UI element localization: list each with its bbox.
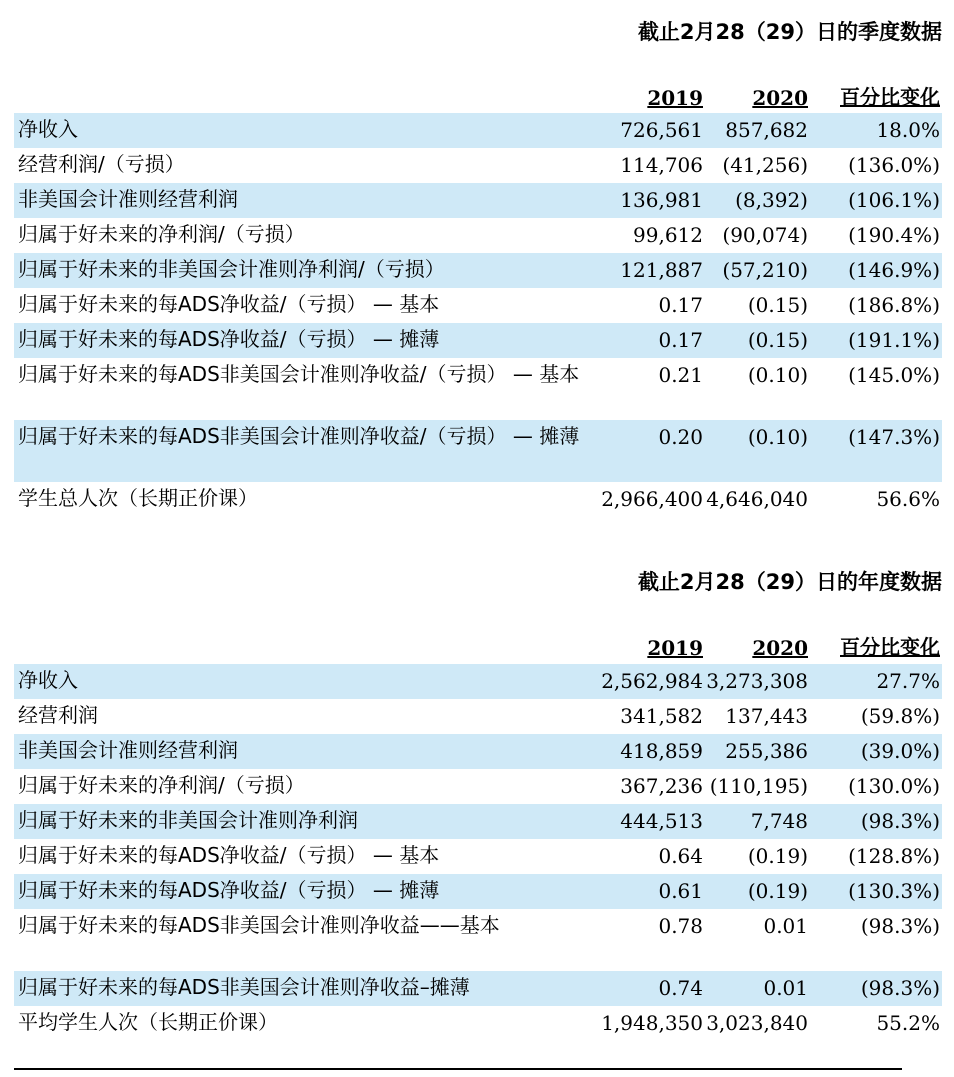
value-change: (130.3%) — [848, 879, 940, 903]
value-change: (59.8%) — [860, 704, 940, 728]
row-label: 归属于好未来的每ADS非美国会计准则净收益–摊薄 — [18, 975, 470, 999]
value-change: (106.1%) — [848, 188, 940, 212]
row-label: 净收入 — [18, 117, 78, 141]
value-change: (147.3%) — [848, 425, 940, 449]
value-change: 27.7% — [876, 669, 940, 693]
value-change: (136.0%) — [848, 153, 940, 177]
value-2020: 0.01 — [763, 914, 808, 938]
table-row — [14, 113, 942, 148]
row-label: 归属于好未来的非美国会计准则净利润 — [18, 808, 358, 832]
column-header-2019: 2019 — [647, 636, 703, 660]
value-2019: 367,236 — [620, 774, 703, 798]
row-label: 归属于好未来的每ADS净收益/（亏损） — 摊薄 — [18, 878, 440, 902]
table-row — [14, 874, 942, 909]
value-2019: 0.78 — [658, 914, 703, 938]
value-2019: 0.21 — [658, 363, 703, 387]
table-row — [14, 482, 942, 517]
row-label: 归属于好未来的每ADS净收益/（亏损） — 基本 — [18, 843, 440, 867]
quarterly-table — [14, 113, 942, 517]
row-label: 归属于好未来的净利润/（亏损） — [18, 222, 305, 246]
value-2019: 726,561 — [620, 118, 703, 142]
value-change: 56.6% — [876, 487, 940, 511]
annual-section — [14, 552, 942, 1057]
value-2020: (0.10) — [747, 363, 808, 387]
value-2020: 4,646,040 — [706, 487, 808, 511]
value-change: (98.3%) — [860, 976, 940, 1000]
value-2019: 2,562,984 — [601, 669, 703, 693]
value-2019: 99,612 — [633, 223, 703, 247]
row-label: 归属于好未来的每ADS净收益/（亏损） — 摊薄 — [18, 327, 440, 351]
value-2020: 3,023,840 — [706, 1011, 808, 1035]
annual-table — [14, 664, 942, 1041]
column-header-2020: 2020 — [752, 636, 808, 660]
column-header-change: 百分比变化 — [840, 85, 940, 109]
section-title: 截止2月28（29）日的年度数据 — [637, 570, 942, 594]
value-2020: 857,682 — [725, 118, 808, 142]
value-change: (39.0%) — [860, 739, 940, 763]
value-2019: 121,887 — [620, 258, 703, 282]
table-row — [14, 971, 942, 1006]
value-change: (190.4%) — [848, 223, 940, 247]
value-2020: 7,748 — [750, 809, 808, 833]
value-2019: 341,582 — [620, 704, 703, 728]
value-2020: (0.15) — [747, 293, 808, 317]
table-row — [14, 323, 942, 358]
row-label: 平均学生人次（长期正价课） — [18, 1010, 278, 1034]
table-row — [14, 358, 942, 420]
value-2019: 136,981 — [620, 188, 703, 212]
value-2020: (0.19) — [747, 879, 808, 903]
table-row — [14, 1006, 942, 1041]
value-2019: 0.74 — [658, 976, 703, 1000]
row-label: 经营利润 — [18, 703, 98, 727]
row-label: 归属于好未来的每ADS净收益/（亏损） — 基本 — [18, 292, 440, 316]
value-2019: 0.20 — [658, 425, 703, 449]
value-2020: (8,392) — [735, 188, 808, 212]
value-change: (98.3%) — [860, 914, 940, 938]
row-label: 归属于好未来的每ADS非美国会计准则净收益/（亏损） — 基本 — [18, 362, 580, 386]
value-2019: 0.61 — [658, 879, 703, 903]
value-2019: 0.17 — [658, 328, 703, 352]
table-row — [14, 839, 942, 874]
column-header-change: 百分比变化 — [840, 635, 940, 659]
value-2020: 3,273,308 — [706, 669, 808, 693]
value-2020: 0.01 — [763, 976, 808, 1000]
value-2020: (41,256) — [722, 153, 808, 177]
table-row — [14, 769, 942, 804]
value-2020: (0.10) — [747, 425, 808, 449]
value-2019: 1,948,350 — [601, 1011, 703, 1035]
value-2020: (90,074) — [722, 223, 808, 247]
row-label: 净收入 — [18, 668, 78, 692]
table-header — [14, 632, 942, 660]
value-change: (130.0%) — [848, 774, 940, 798]
row-label: 非美国会计准则经营利润 — [18, 187, 238, 211]
value-2020: 255,386 — [725, 739, 808, 763]
row-label: 非美国会计准则经营利润 — [18, 738, 238, 762]
value-2020: (110,195) — [709, 774, 808, 798]
table-row — [14, 734, 942, 769]
value-2020: 137,443 — [725, 704, 808, 728]
table-row — [14, 804, 942, 839]
value-2019: 0.17 — [658, 293, 703, 317]
bottom-rule — [14, 1068, 902, 1070]
table-header — [14, 82, 942, 110]
column-header-2020: 2020 — [752, 86, 808, 110]
value-2019: 444,513 — [620, 809, 703, 833]
value-change: (98.3%) — [860, 809, 940, 833]
table-row — [14, 253, 942, 288]
value-change: (146.9%) — [848, 258, 940, 282]
row-label: 归属于好未来的每ADS非美国会计准则净收益——基本 — [18, 913, 500, 937]
table-row — [14, 183, 942, 218]
row-label: 归属于好未来的净利润/（亏损） — [18, 773, 305, 797]
table-row — [14, 148, 942, 183]
value-change: (128.8%) — [848, 844, 940, 868]
row-label: 归属于好未来的非美国会计准则净利润/（亏损） — [18, 257, 445, 281]
table-row — [14, 288, 942, 323]
value-change: (191.1%) — [848, 328, 940, 352]
value-2019: 0.64 — [658, 844, 703, 868]
column-header-2019: 2019 — [647, 86, 703, 110]
value-change: 18.0% — [876, 118, 940, 142]
value-2019: 2,966,400 — [601, 487, 703, 511]
value-2020: (57,210) — [722, 258, 808, 282]
value-change: (145.0%) — [848, 363, 940, 387]
row-label: 归属于好未来的每ADS非美国会计准则净收益/（亏损） — 摊薄 — [18, 424, 580, 448]
table-row — [14, 699, 942, 734]
value-2019: 114,706 — [620, 153, 703, 177]
value-change: 55.2% — [876, 1011, 940, 1035]
table-row — [14, 909, 942, 971]
value-change: (186.8%) — [848, 293, 940, 317]
row-label: 学生总人次（长期正价课） — [18, 486, 258, 510]
section-title: 截止2月28（29）日的季度数据 — [637, 20, 942, 44]
value-2020: (0.15) — [747, 328, 808, 352]
value-2020: (0.19) — [747, 844, 808, 868]
table-row — [14, 218, 942, 253]
table-row — [14, 420, 942, 482]
table-row — [14, 664, 942, 699]
value-2019: 418,859 — [620, 739, 703, 763]
quarterly-section — [14, 0, 942, 520]
row-label: 经营利润/（亏损） — [18, 152, 185, 176]
